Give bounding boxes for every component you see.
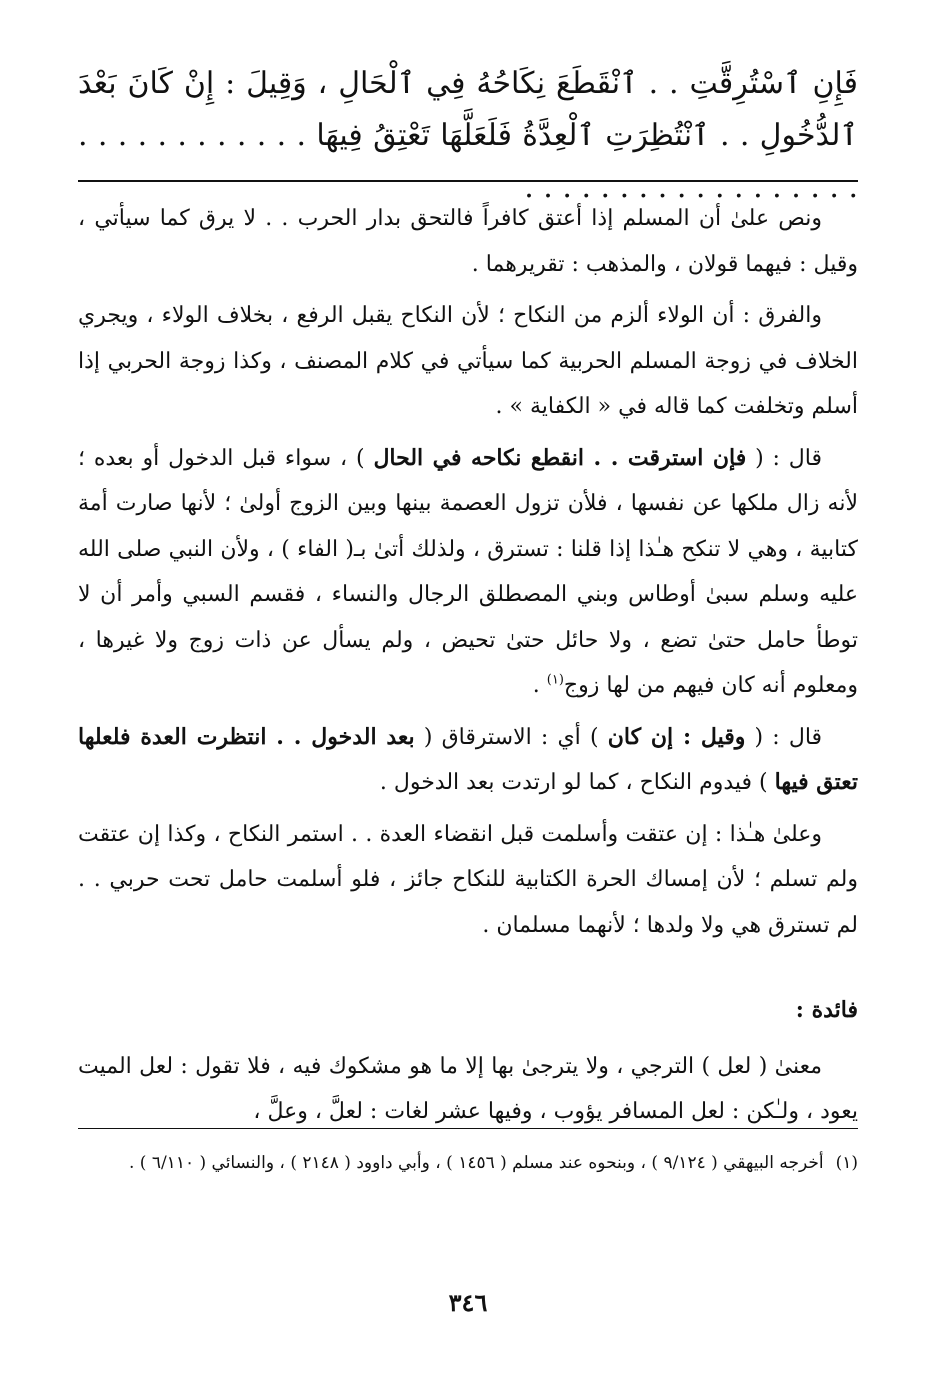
footnote bbox=[78, 1146, 858, 1180]
matn-text bbox=[78, 58, 858, 214]
paragraph-lead: قال : ( bbox=[754, 724, 823, 750]
paragraph-text: والفرق : أن الولاء ألزم من النكاح ؛ لأن النكاح يقبل الرفع ، بخلاف الولاء ، ويجري الخلاف في زوجة المسلم الحربية كما سيأتي في كلام المصنف ، وكذا زوجة الحربي إذا أسلم وتخلفت كما قاله في « الكفاية » . bbox=[78, 303, 858, 419]
paragraph-text: ونص علىٰ أن المسلم إذا أعتق كافراً فالتحق بدار الحرب . . لا يرق كما سيأتي ، وقيل : فيهما قولان ، والمذهب : تقريرهما . bbox=[78, 206, 858, 277]
commentary-paragraph bbox=[78, 293, 858, 430]
paragraph-text: معنىٰ ( لعل ) الترجي ، ولا يترجىٰ بها إلا ما هو مشكوك فيه ، فلا تقول : لعل الميت يعود ، ولـٰكن : لعل المسافر يؤوب ، وفيها عشر لغات : لعلَّ ، وعلَّ ، bbox=[78, 1053, 858, 1124]
quoted-matn: بعد الدخول . . انتظرت العدة فلعلها تعتق فيها bbox=[78, 723, 858, 795]
commentary-paragraph bbox=[78, 715, 858, 806]
commentary-paragraph bbox=[78, 436, 858, 709]
paragraph-text: وعلىٰ هـٰذا : إن عتقت وأسلمت قبل انقضاء العدة . . استمر النكاح ، وكذا إن عتقت ولم تسلم ؛ لأن إمساك الحرة الكتابية للنكاح جائز ، فلو أسلمت حامل تحت حربي . . لم تسترق هي ولا ولدها ؛ لأنهما مسلمان . bbox=[78, 821, 858, 938]
footnote-ref[interactable]: (١) bbox=[546, 672, 564, 688]
footnote-separator bbox=[78, 1128, 858, 1129]
matn-separator bbox=[78, 180, 858, 182]
paragraph-lead: قال : ( bbox=[755, 445, 823, 471]
paragraph-text: ) أي : الاسترقاق ( bbox=[423, 724, 599, 750]
page-number: ٣٤٦ bbox=[448, 1288, 488, 1317]
footnote-text: أخرجه البيهقي ( ٩/١٢٤ ) ، وبنحوه عند مسلم ( ١٤٥٦ ) ، وأبي داوود ( ٢١٤٨ ) ، والنسائي ( ٦/١١٠ ) . bbox=[128, 1153, 824, 1173]
commentary-paragraph bbox=[78, 196, 858, 287]
faida-heading: فائدة : bbox=[795, 997, 858, 1023]
paragraph-end: . bbox=[532, 673, 540, 698]
book-page bbox=[78, 0, 858, 1374]
paragraph-text: ) فيدوم النكاح ، كما لو ارتدت بعد الدخول . bbox=[379, 770, 768, 795]
commentary bbox=[78, 196, 858, 1141]
footnote-number: (١) bbox=[835, 1153, 858, 1173]
quoted-matn: وقيل : إن كان bbox=[607, 723, 746, 750]
quoted-matn: فإن استرقت . . انقطع نكاحه في الحال bbox=[373, 444, 747, 471]
commentary-paragraph bbox=[78, 1044, 858, 1135]
matn-dots: . . . . . . . . . . . . . . . . . . . . . . . . . . . . . . bbox=[78, 118, 858, 205]
commentary-paragraph bbox=[78, 812, 858, 949]
matn-line: فَإِنِ ٱسْتُرِقَّتِ . . ٱنْقَطَعَ نِكَاحُهُ فِي ٱلْحَالِ ، وَقِيلَ : إِنْ كَانَ بَعْدَ ٱلدُّخُولِ . . ٱنْتُظِرَتِ ٱلْعِدَّةُ فَلَعَلَّهَا تَعْتِقُ فِيهَا bbox=[78, 66, 858, 153]
paragraph-text: ) ، سواء قبل الدخول أو بعده ؛ لأنه زال ملكها عن نفسها ، فلأن تزول العصمة بينها وبين الزوج أولىٰ ؛ لأنها صارت أمة كتابية ، وهي لا تنكح هـٰذا إذا قلنا : تسترق ، ولذلك أتىٰ بـ( الفاء ) ، ولأن النبي صلى الله عليه وسلم سبىٰ أوطاس وبني المصطلق الرجال والنساء ، فقسم السبي وأمر أن لا توطأ حامل حتىٰ تضع ، ولا حائل حتىٰ تحيض ، ولم يسأل عن ذات زوج ولا غيرها ، ومعلوم أنه كان فيهم من لها زوج bbox=[78, 445, 858, 698]
